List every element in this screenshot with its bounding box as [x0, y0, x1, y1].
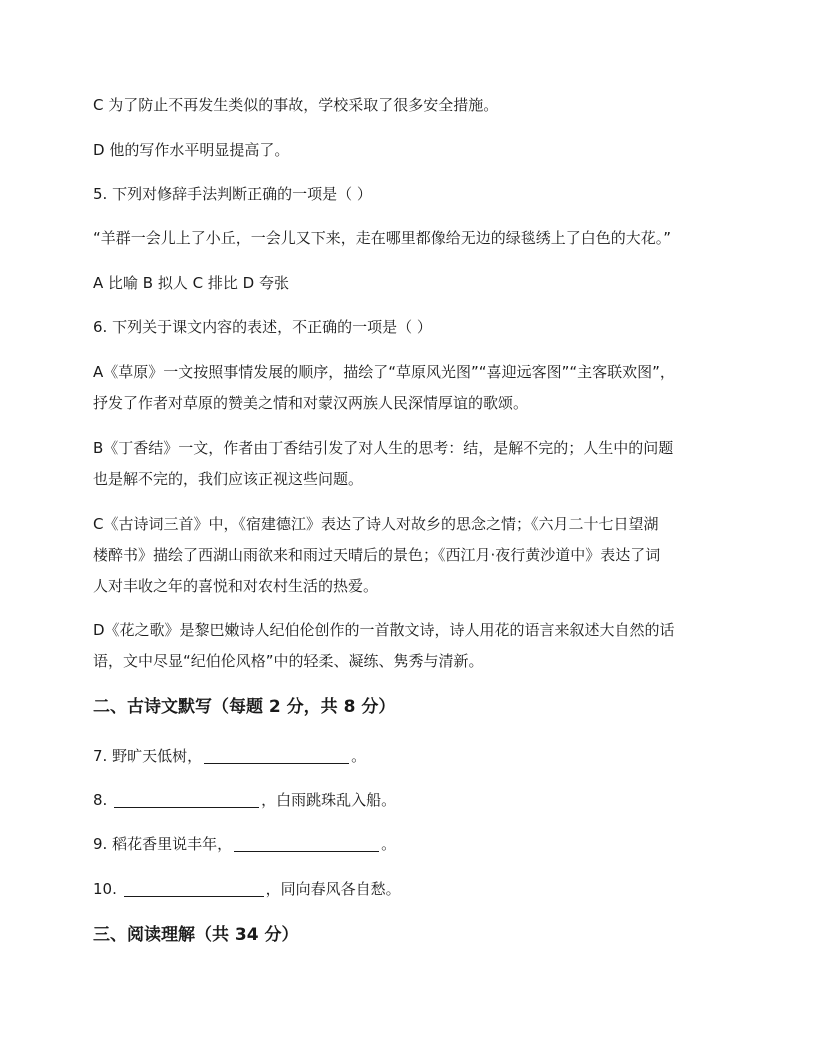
- q6-option-c-line2: 楼醉书》描绘了西湖山雨欲来和雨过天晴后的景色；《西江月·夜行黄沙道中》表达了词: [93, 546, 661, 564]
- q6-option-b-line2: 也是解不完的，我们应该正视这些问题。: [93, 470, 364, 488]
- q7-text: 7. 野旷天低树，: [93, 747, 203, 765]
- q10-number: 10.: [93, 880, 122, 898]
- section3-heading: 三、阅读理解（共 34 分）: [93, 925, 299, 945]
- q7-answer-blank[interactable]: [204, 745, 349, 764]
- q10-answer-blank[interactable]: [124, 878, 264, 897]
- q7-line: [93, 739, 733, 773]
- q5-quote: “羊群一会儿上了小丘，一会儿又下来，走在哪里都像给无边的绿毯绣上了白色的大花。”: [93, 229, 672, 247]
- q10-line: [93, 872, 733, 906]
- q9-text: 9. 稻花香里说丰年，: [93, 835, 233, 853]
- q9-end: 。: [381, 835, 397, 853]
- q8-number: 8.: [93, 791, 113, 809]
- q9-line: [93, 827, 733, 861]
- q6-option-d-line2: 语，文中尽显“纪伯伦风格”中的轻柔、凝练、隽秀与清新。: [93, 652, 484, 670]
- q9-answer-blank[interactable]: [234, 833, 379, 852]
- q8-text: ，白雨跳珠乱入船。: [261, 791, 397, 809]
- q6-option-d-line1: D《花之歌》是黎巴嫩诗人纪伯伦创作的一首散文诗，诗人用花的语言来叙述大自然的话: [93, 621, 675, 639]
- q4-option-c: C 为了防止不再发生类似的事故，学校采取了很多安全措施。: [93, 96, 499, 114]
- q6-option-a-line2: 抒发了作者对草原的赞美之情和对蒙汉两族人民深情厚谊的歌颂。: [93, 394, 529, 412]
- q5-stem: 5. 下列对修辞手法判断正确的一项是（ ）: [93, 185, 372, 203]
- q6-option-c-line3: 人对丰收之年的喜悦和对农村生活的热爱。: [93, 577, 379, 595]
- q5-options: A 比喻 B 拟人 C 排比 D 夸张: [93, 274, 289, 292]
- q6-option-a-line1: A《草原》一文按照事情发展的顺序，描绘了“草原风光图”“喜迎远客图”“主客联欢图”，: [93, 363, 675, 381]
- q10-text: ，同向春风各自愁。: [265, 880, 401, 898]
- q7-end: 。: [351, 747, 367, 765]
- q4-option-d: D 他的写作水平明显提高了。: [93, 141, 290, 159]
- q6-option-b-line1: B《丁香结》一文，作者由丁香结引发了对人生的思考：结，是解不完的；人生中的问题: [93, 439, 674, 457]
- section2-heading: 二、古诗文默写（每题 2 分，共 8 分）: [93, 697, 396, 717]
- q6-option-c-line1: C《古诗词三首》中，《宿建德江》表达了诗人对故乡的思念之情；《六月二十七日望湖: [93, 515, 659, 533]
- q8-answer-blank[interactable]: [114, 789, 259, 808]
- q8-line: [93, 783, 733, 817]
- q6-stem: 6. 下列关于课文内容的表述，不正确的一项是（ ）: [93, 318, 432, 336]
